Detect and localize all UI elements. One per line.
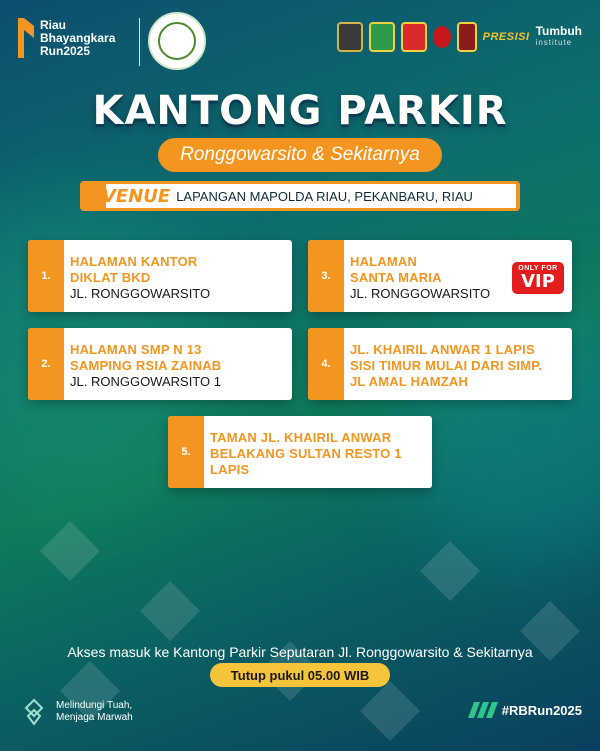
vip-badge-top: ONLY FOR: [518, 265, 558, 272]
location-card-5: [168, 416, 432, 488]
header-divider: [139, 18, 140, 66]
hashtag-text: #RBRun2025: [501, 702, 582, 718]
location-number: 2.: [28, 328, 64, 400]
tumbuh-institute-logo: [536, 25, 582, 49]
location-name-line: SANTA MARIA: [350, 270, 442, 285]
venue-banner: [80, 181, 520, 211]
tumbuh-sub: institute: [535, 38, 573, 47]
location-number: 3.: [308, 240, 344, 312]
location-name-line: HALAMAN SMP N 13: [70, 342, 202, 357]
hashtag-block: [468, 702, 582, 718]
vip-badge-main: VIP: [521, 271, 555, 292]
location-name-line: LAPIS: [210, 462, 250, 477]
location-name-line: SAMPING RSIA ZAINAB: [70, 358, 222, 373]
closing-time-pill: [210, 663, 390, 687]
regional-crest-icon: [401, 22, 427, 52]
event-logo-line-3: Run2025: [40, 43, 91, 58]
tumbuh-name: Tumbuh: [535, 24, 582, 38]
slashes-icon: [468, 702, 498, 718]
location-name-line: JL AMAL HAMZAH: [350, 374, 469, 389]
location-card-1: [28, 240, 292, 312]
location-name-line: HALAMAN KANTOR: [70, 254, 198, 269]
page-title: KANTONG PARKIR: [92, 88, 508, 134]
location-name-line: SISI TIMUR MULAI DARI SIMP.: [350, 358, 543, 373]
location-card-4: [308, 328, 572, 400]
location-name-line: TAMAN JL. KHAIRIL ANWAR: [210, 430, 392, 445]
vip-badge: [512, 262, 564, 294]
subtitle-pill: [158, 138, 442, 172]
location-street: JL. RONGGOWARSITO 1: [70, 374, 221, 389]
event-logo-line-1: Riau: [40, 17, 67, 32]
location-number: 5.: [168, 416, 204, 488]
police-badge-icon: [337, 22, 363, 52]
location-name-line: JL. KHAIRIL ANWAR 1 LAPIS: [350, 342, 535, 357]
location-number: 4.: [308, 328, 344, 400]
number-two-emblem-icon: [433, 26, 451, 48]
location-street: JL. RONGGOWARSITO: [70, 286, 211, 301]
sponsor-logos: [337, 22, 582, 52]
venue-text: LAPANGAN MAPOLDA RIAU, PEKANBARU, RIAU: [176, 188, 473, 204]
shield-emblem-icon: [457, 22, 477, 52]
location-card-2: [28, 328, 292, 400]
ornament-mark-icon: [18, 696, 50, 728]
subtitle-text: Ronggowarsito & Sekitarnya: [180, 144, 420, 165]
event-logo: [18, 16, 115, 60]
closing-time-text: Tutup pukul 05.00 WIB: [230, 667, 370, 683]
circle-emblem-logo: [148, 12, 206, 70]
location-name-line: HALAMAN: [350, 254, 418, 269]
presisi-logo: PRESISI: [482, 31, 530, 43]
tagline-line-2: Menjaga Marwah: [56, 712, 133, 723]
tagline-line-1: Melindungi Tuah,: [56, 700, 133, 711]
access-note: Akses masuk ke Kantong Parkir Seputaran Jl. Ronggowarsito & Sekitarnya: [67, 644, 533, 660]
location-name-line: BELAKANG SULTAN RESTO 1: [210, 446, 402, 461]
location-street: JL. RONGGOWARSITO: [350, 286, 491, 301]
venue-label: VENUE: [102, 185, 171, 207]
event-logo-line-2: Bhayangkara: [40, 30, 116, 45]
event-mark-icon: [18, 16, 34, 60]
province-crest-icon: [369, 22, 395, 52]
location-name-line: DIKLAT BKD: [70, 270, 151, 285]
location-number: 1.: [28, 240, 64, 312]
tagline-logo: [18, 696, 133, 728]
location-card-3: [308, 240, 572, 312]
